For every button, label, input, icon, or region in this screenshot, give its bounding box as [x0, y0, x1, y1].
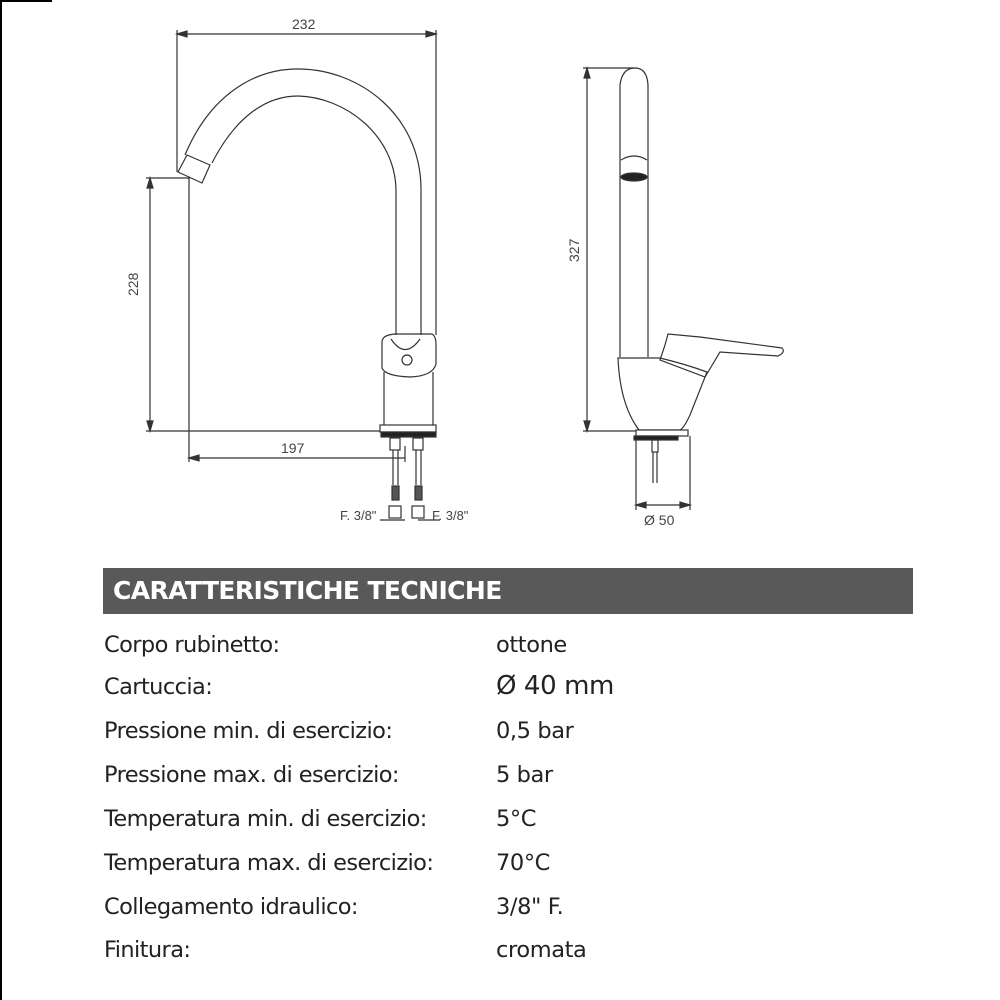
spec-row: [104, 762, 914, 802]
spec-label: Corpo rubinetto:: [104, 632, 280, 658]
spec-row: [104, 850, 914, 890]
spec-value: 5°C: [496, 806, 537, 832]
specs-header: [103, 568, 913, 614]
spec-row: [104, 718, 914, 758]
spec-value: 0,5 bar: [496, 718, 574, 744]
spec-row: [104, 671, 914, 714]
dim-reach: 197: [281, 440, 305, 456]
spec-row: [104, 894, 914, 934]
dim-height-total: 327: [566, 238, 582, 262]
spec-label: Temperatura max. di esercizio:: [104, 850, 434, 876]
spec-row: [104, 937, 914, 977]
spec-value: cromata: [496, 937, 587, 963]
spec-label: Collegamento idraulico:: [104, 894, 358, 920]
spec-label: Pressione min. di esercizio:: [104, 718, 393, 744]
spec-value: 3/8" F.: [496, 894, 564, 920]
dim-width-total: 232: [292, 16, 316, 32]
spec-label: Finitura:: [104, 937, 191, 963]
dim-spout-height: 228: [125, 272, 141, 296]
spec-value: Ø 40 mm: [496, 671, 614, 701]
connection-label-right: F. 3/8": [432, 508, 469, 523]
side-view: [583, 68, 783, 510]
spec-value: 70°C: [496, 850, 550, 876]
spec-label: Temperatura min. di esercizio:: [104, 806, 427, 832]
spec-row: [104, 632, 914, 672]
spec-value: 5 bar: [496, 762, 553, 788]
spec-row: [104, 806, 914, 846]
spec-value: ottone: [496, 632, 567, 658]
spec-label: Pressione max. di esercizio:: [104, 762, 399, 788]
connection-label-left: F. 3/8": [340, 508, 377, 523]
specs-title: CARATTERISTICHE TECNICHE: [113, 576, 502, 605]
spec-label: Cartuccia:: [104, 674, 213, 700]
dim-base-diameter: Ø 50: [644, 512, 675, 528]
